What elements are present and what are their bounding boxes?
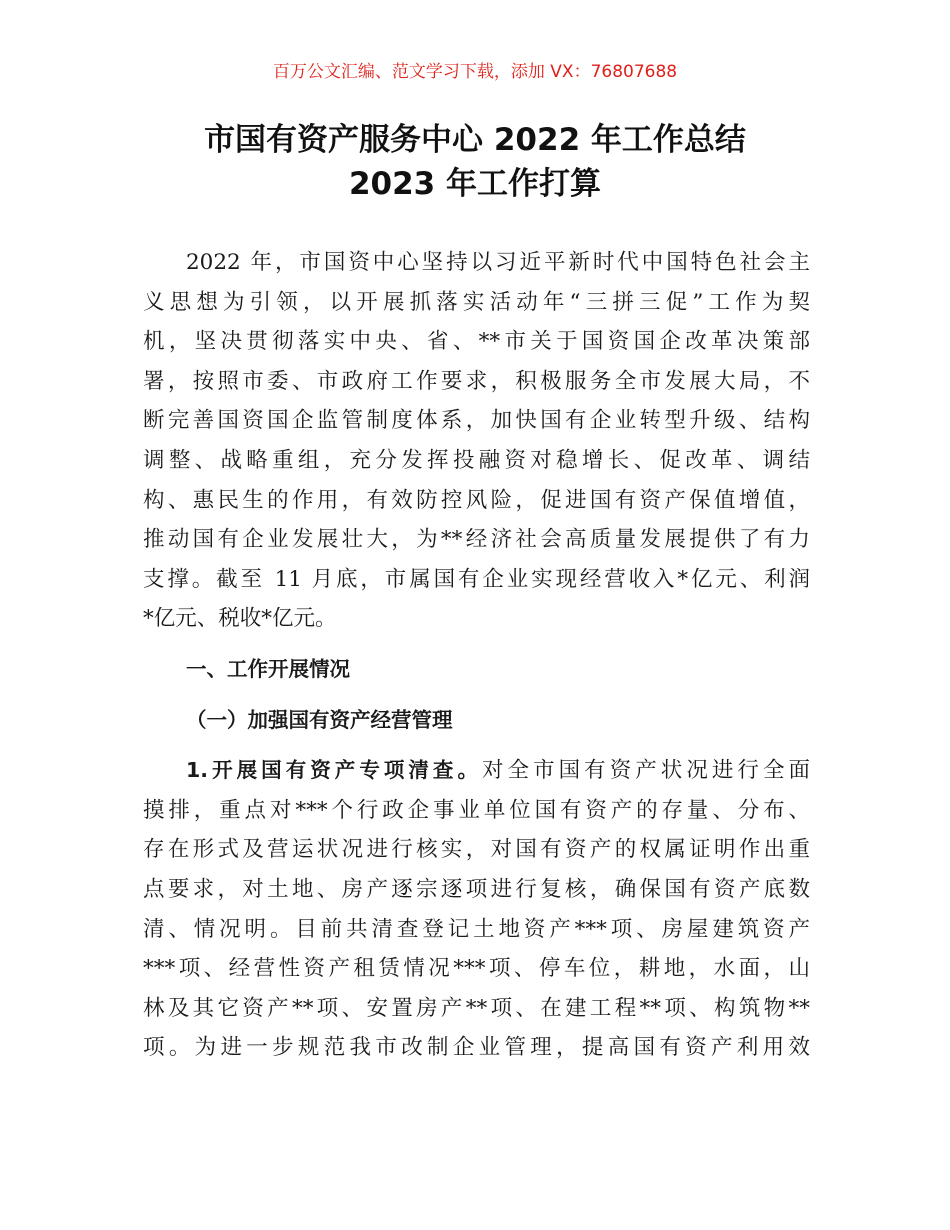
paragraph-line: 构、惠民生的作用，有效防控风险，促进国有资产保值增值， [143,487,810,513]
subsection-heading: （一）加强国有资产经营管理 [186,707,453,732]
item-heading: 1.开展国有资产专项清查。 [186,758,483,783]
paragraph-line: ***项、经营性资产租赁情况***项、停车位，耕地，水面，山 [143,956,810,982]
paragraph-line: 支撑。截至 11 月底，市属国有企业实现经营收入*亿元、利润 [143,566,810,592]
paragraph-line: 项。为进一步规范我市改制企业管理，提高国有资产利用效 [143,1035,810,1061]
paragraph-line: 存在形式及营运状况进行核实，对国有资产的权属证明作出重 [143,837,810,863]
paragraph-line: *亿元、税收*亿元。 [143,606,337,632]
paragraph-line: 清、情况明。目前共清查登记土地资产***项、房屋建筑资产 [143,916,810,942]
watermark-banner: 百万公文汇编、范文学习下载，添加 VX：76807688 [272,62,678,82]
paragraph-line: 2022 年，市国资中心坚持以习近平新时代中国特色社会主 [186,250,810,275]
section-heading: 一、工作开展情况 [186,656,350,681]
paragraph-line: 调整、战略重组，充分发挥投融资对稳增长、促改革、调结 [143,447,810,473]
document-title-line2: 2023 年工作打算 [348,166,602,202]
item1-paragraph [143,751,810,1068]
document-body [143,243,810,1068]
paragraph-line: 点要求，对土地、房产逐宗逐项进行复核，确保国有资产底数 [143,876,810,902]
paragraph-line: 推动国有企业发展壮大，为**经济社会高质量发展提供了有力 [143,527,810,553]
paragraph-line: 义思想为引领，以开展抓落实活动年“三拼三促”工作为契 [143,289,810,315]
paragraph-line: 机，坚决贯彻落实中央、省、**市关于国资国企改革决策部 [143,329,810,355]
document-title-line1: 市国有资产服务中心 2022 年工作总结 [204,122,746,158]
paragraph-line: 1.开展国有资产专项清查。对全市国有资产状况进行全面 [186,758,810,784]
paragraph-line: 署，按照市委、市政府工作要求，积极服务全市发展大局，不 [143,368,810,394]
paragraph-line: 林及其它资产**项、安置房产**项、在建工程**项、构筑物** [143,995,810,1021]
paragraph-line: 摸排，重点对***个行政企事业单位国有资产的存量、分布、 [143,797,810,823]
intro-paragraph [143,243,810,639]
paragraph-line: 断完善国资国企监管制度体系，加快国有企业转型升级、结构 [143,408,810,434]
